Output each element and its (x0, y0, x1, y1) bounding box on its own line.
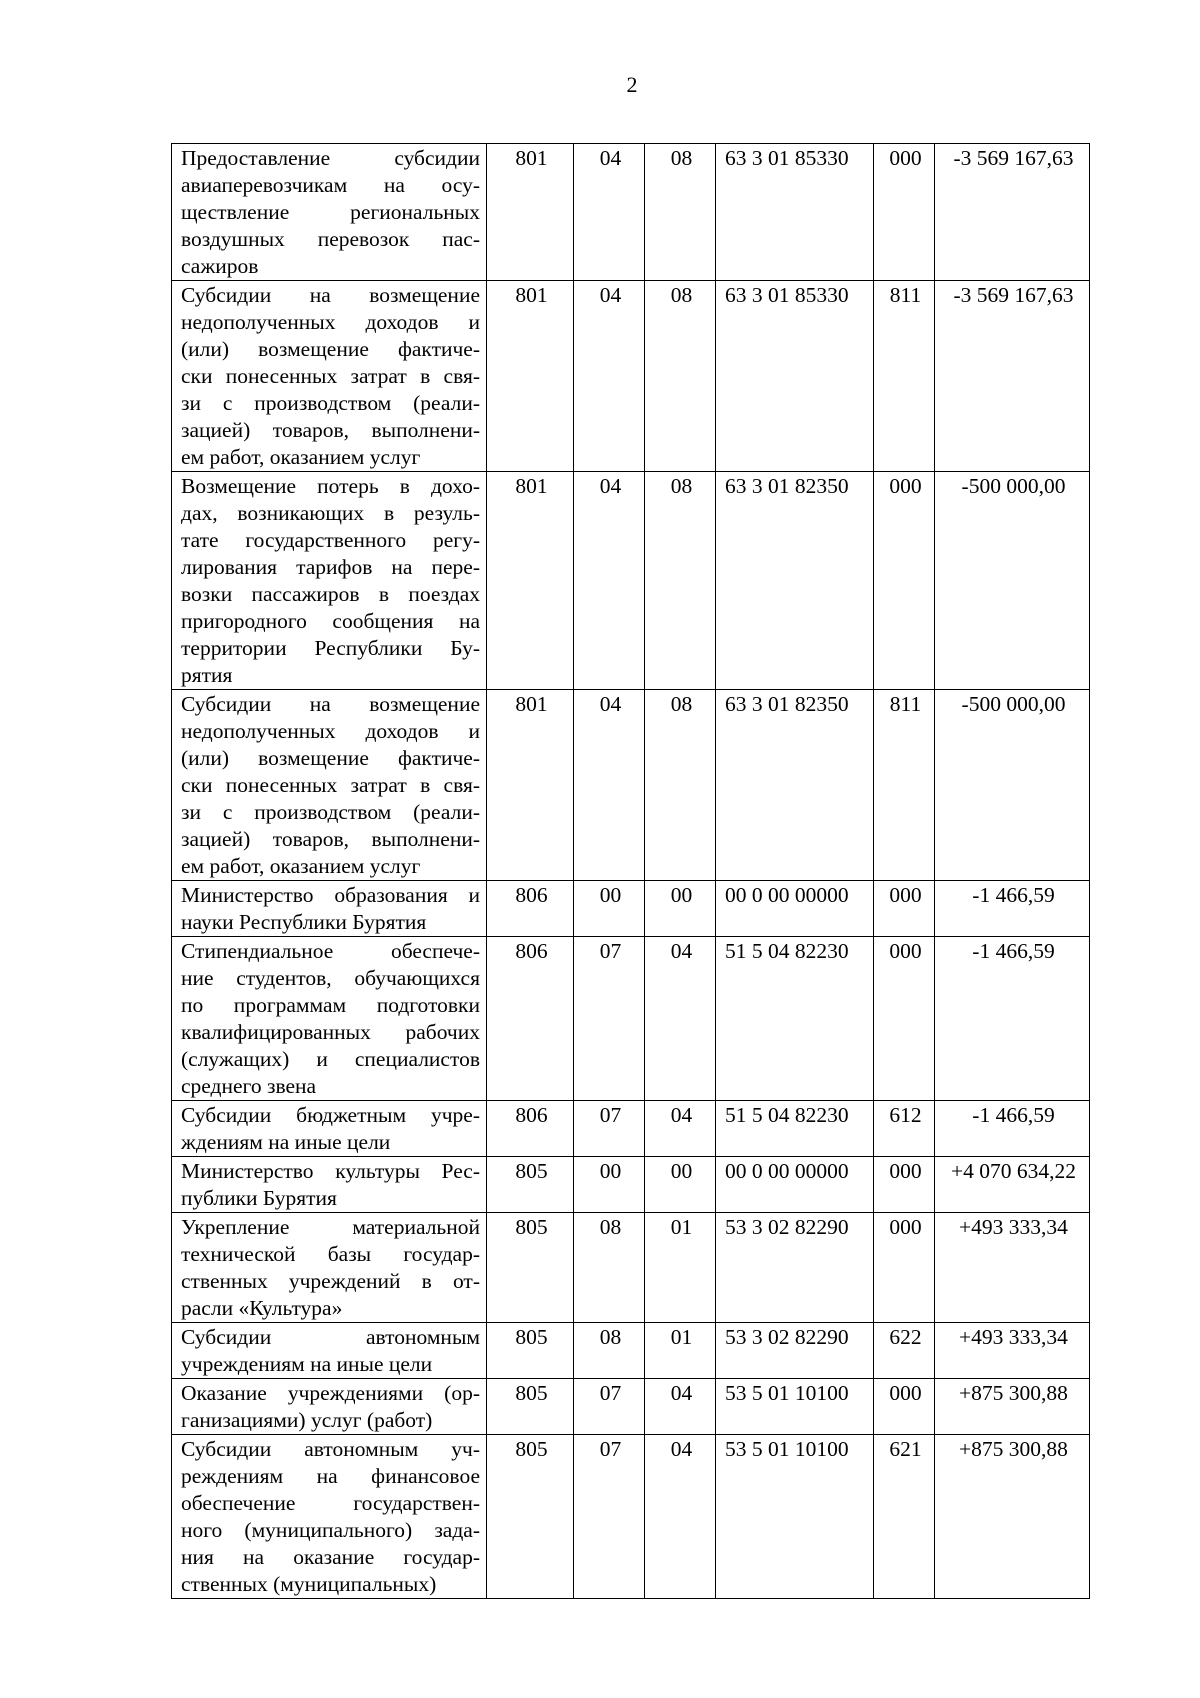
expense-name-line: реждениям на финансовое (181, 1464, 480, 1488)
expense-name-line: Субсидии на возмещение (181, 283, 480, 307)
table-row (172, 1157, 1090, 1213)
expense-name-line: Предоставление субсидии (181, 146, 480, 170)
expense-name-line: территории Республики Бу- (181, 636, 480, 660)
expense-name-line: Субсидии бюджетным учре- (181, 1103, 480, 1127)
target-article-cell: 53 5 01 10100 (716, 1379, 874, 1435)
expense-name-line: (служащих) и специалистов (181, 1047, 480, 1071)
expense-name-line: недополученных доходов и (181, 310, 480, 334)
ministry-code-cell: 805 (487, 1157, 574, 1213)
budget-table-body (172, 144, 1090, 1599)
section-code-cell: 08 (574, 1323, 645, 1379)
section-code-cell: 07 (574, 937, 645, 1101)
expense-name-line: воздушных перевозок пас- (181, 227, 480, 251)
expense-name-line: ществление региональных (181, 200, 480, 224)
expense-name-cell (172, 144, 487, 281)
ministry-code-cell: 801 (487, 690, 574, 881)
ministry-code-cell: 806 (487, 937, 574, 1101)
ministry-code-cell: 805 (487, 1213, 574, 1323)
expense-name-line: Укрепление материальной (181, 1215, 480, 1239)
expense-name-line: лирования тарифов на пере- (181, 555, 480, 579)
section-code-cell: 08 (574, 1213, 645, 1323)
expense-name-line: публики Бурятия (181, 1186, 337, 1210)
expense-name-cell (172, 1323, 487, 1379)
expense-name-line: зацией) товаров, выполнени- (181, 418, 480, 442)
page-number: 2 (626, 72, 638, 97)
expense-type-cell: 000 (874, 1157, 935, 1213)
target-article-cell: 00 0 00 00000 (716, 881, 874, 937)
amount-cell: +493 333,34 (935, 1213, 1090, 1323)
table-row (172, 1379, 1090, 1435)
amount-cell: +4 070 634,22 (935, 1157, 1090, 1213)
expense-name-line: ски понесенных затрат в свя- (181, 364, 480, 388)
expense-name-line: ние студентов, обучающихся (181, 966, 480, 990)
subsection-code-cell: 04 (645, 937, 716, 1101)
table-row (172, 937, 1090, 1101)
expense-name-line: Возмещение потерь в дохо- (181, 474, 480, 498)
expense-name-line: обеспечение государствен- (181, 1491, 480, 1515)
subsection-code-cell: 00 (645, 881, 716, 937)
table-row (172, 881, 1090, 937)
table-row (172, 1101, 1090, 1157)
subsection-code-cell: 01 (645, 1213, 716, 1323)
amount-cell: -3 569 167,63 (935, 281, 1090, 472)
amount-cell: +493 333,34 (935, 1323, 1090, 1379)
expense-type-cell: 621 (874, 1435, 935, 1599)
expense-type-cell: 000 (874, 1379, 935, 1435)
expense-type-cell: 811 (874, 690, 935, 881)
amount-cell: -1 466,59 (935, 937, 1090, 1101)
expense-name-line: квалифицированных рабочих (181, 1020, 480, 1044)
target-article-cell: 63 3 01 85330 (716, 144, 874, 281)
expense-name-line: среднего звена (181, 1074, 317, 1098)
subsection-code-cell: 08 (645, 472, 716, 690)
expense-name-line: ждениям на иные цели (181, 1130, 391, 1154)
ministry-code-cell: 806 (487, 1101, 574, 1157)
expense-name-line: ски понесенных затрат в свя- (181, 773, 480, 797)
amount-cell: -500 000,00 (935, 690, 1090, 881)
ministry-code-cell: 805 (487, 1435, 574, 1599)
subsection-code-cell: 04 (645, 1435, 716, 1599)
section-code-cell: 07 (574, 1435, 645, 1599)
expense-name-line: зацией) товаров, выполнени- (181, 827, 480, 851)
expense-name-cell (172, 1157, 487, 1213)
budget-table (171, 143, 1090, 1599)
expense-type-cell: 000 (874, 144, 935, 281)
target-article-cell: 63 3 01 85330 (716, 281, 874, 472)
table-row (172, 472, 1090, 690)
ministry-code-cell: 805 (487, 1379, 574, 1435)
section-code-cell: 07 (574, 1101, 645, 1157)
amount-cell: +875 300,88 (935, 1379, 1090, 1435)
subsection-code-cell: 00 (645, 1157, 716, 1213)
target-article-cell: 63 3 01 82350 (716, 690, 874, 881)
target-article-cell: 53 3 02 82290 (716, 1213, 874, 1323)
expense-name-line: ния на оказание государ- (181, 1545, 480, 1569)
expense-name-line: Субсидии автономным (181, 1325, 480, 1349)
expense-name-line: ганизациями) услуг (работ) (181, 1408, 433, 1432)
table-row (172, 690, 1090, 881)
ministry-code-cell: 805 (487, 1323, 574, 1379)
expense-name-line: (или) возмещение фактиче- (181, 337, 480, 361)
amount-cell: -1 466,59 (935, 881, 1090, 937)
expense-type-cell: 000 (874, 1213, 935, 1323)
expense-type-cell: 000 (874, 472, 935, 690)
expense-name-line: возки пассажиров в поездах (181, 582, 480, 606)
expense-name-line: Субсидии на возмещение (181, 692, 480, 716)
table-row (172, 1323, 1090, 1379)
ministry-code-cell: 806 (487, 881, 574, 937)
target-article-cell: 51 5 04 82230 (716, 1101, 874, 1157)
subsection-code-cell: 08 (645, 281, 716, 472)
amount-cell: +875 300,88 (935, 1435, 1090, 1599)
expense-name-cell (172, 881, 487, 937)
table-row (172, 1213, 1090, 1323)
expense-name-line: ного (муниципального) зада- (181, 1518, 480, 1542)
expense-name-line: учреждениям на иные цели (181, 1352, 433, 1376)
ministry-code-cell: 801 (487, 144, 574, 281)
target-article-cell: 00 0 00 00000 (716, 1157, 874, 1213)
ministry-code-cell: 801 (487, 281, 574, 472)
target-article-cell: 53 5 01 10100 (716, 1435, 874, 1599)
expense-name-cell (172, 1101, 487, 1157)
expense-name-line: зи с производством (реали- (181, 800, 480, 824)
table-row (172, 144, 1090, 281)
ministry-code-cell: 801 (487, 472, 574, 690)
section-code-cell: 00 (574, 1157, 645, 1213)
expense-name-line: тате государственного регу- (181, 528, 480, 552)
expense-name-line: рятия (181, 663, 233, 687)
target-article-cell: 63 3 01 82350 (716, 472, 874, 690)
section-code-cell: 00 (574, 881, 645, 937)
expense-name-line: науки Республики Бурятия (181, 910, 427, 934)
expense-name-line: авиаперевозчикам на осу- (181, 173, 480, 197)
expense-name-cell (172, 281, 487, 472)
target-article-cell: 51 5 04 82230 (716, 937, 874, 1101)
expense-name-line: сажиров (181, 254, 259, 278)
expense-name-line: (или) возмещение фактиче- (181, 746, 480, 770)
subsection-code-cell: 08 (645, 690, 716, 881)
table-row (172, 281, 1090, 472)
expense-name-line: расли «Культура» (181, 1296, 343, 1320)
expense-name-cell (172, 937, 487, 1101)
expense-name-line: Министерство культуры Рес- (181, 1159, 480, 1183)
amount-cell: -500 000,00 (935, 472, 1090, 690)
expense-name-line: пригородного сообщения на (181, 609, 480, 633)
expense-name-cell (172, 1213, 487, 1323)
expense-name-line: Оказание учреждениями (ор- (181, 1381, 480, 1405)
amount-cell: -1 466,59 (935, 1101, 1090, 1157)
table-row (172, 1435, 1090, 1599)
section-code-cell: 04 (574, 472, 645, 690)
expense-name-line: Министерство образования и (181, 883, 480, 907)
expense-type-cell: 000 (874, 881, 935, 937)
expense-name-line: недополученных доходов и (181, 719, 480, 743)
expense-name-cell (172, 690, 487, 881)
expense-name-line: зи с производством (реали- (181, 391, 480, 415)
expense-name-cell (172, 1435, 487, 1599)
expense-name-line: ем работ, оказанием услуг (181, 445, 421, 469)
expense-name-line: Стипендиальное обеспече- (181, 939, 480, 963)
expense-type-cell: 811 (874, 281, 935, 472)
expense-type-cell: 000 (874, 937, 935, 1101)
expense-name-line: по программам подготовки (181, 993, 480, 1017)
expense-name-line: технической базы государ- (181, 1242, 480, 1266)
expense-name-line: ственных (муниципальных) (181, 1572, 437, 1596)
subsection-code-cell: 01 (645, 1323, 716, 1379)
amount-cell: -3 569 167,63 (935, 144, 1090, 281)
subsection-code-cell: 04 (645, 1101, 716, 1157)
expense-name-cell (172, 1379, 487, 1435)
expense-name-line: дах, возникающих в резуль- (181, 501, 480, 525)
expense-name-line: Субсидии автономным уч- (181, 1437, 480, 1461)
section-code-cell: 04 (574, 144, 645, 281)
section-code-cell: 04 (574, 690, 645, 881)
expense-name-line: ственных учреждений в от- (181, 1269, 480, 1293)
expense-name-line: ем работ, оказанием услуг (181, 854, 421, 878)
section-code-cell: 07 (574, 1379, 645, 1435)
section-code-cell: 04 (574, 281, 645, 472)
subsection-code-cell: 04 (645, 1379, 716, 1435)
expense-type-cell: 612 (874, 1101, 935, 1157)
expense-name-cell (172, 472, 487, 690)
subsection-code-cell: 08 (645, 144, 716, 281)
target-article-cell: 53 3 02 82290 (716, 1323, 874, 1379)
expense-type-cell: 622 (874, 1323, 935, 1379)
